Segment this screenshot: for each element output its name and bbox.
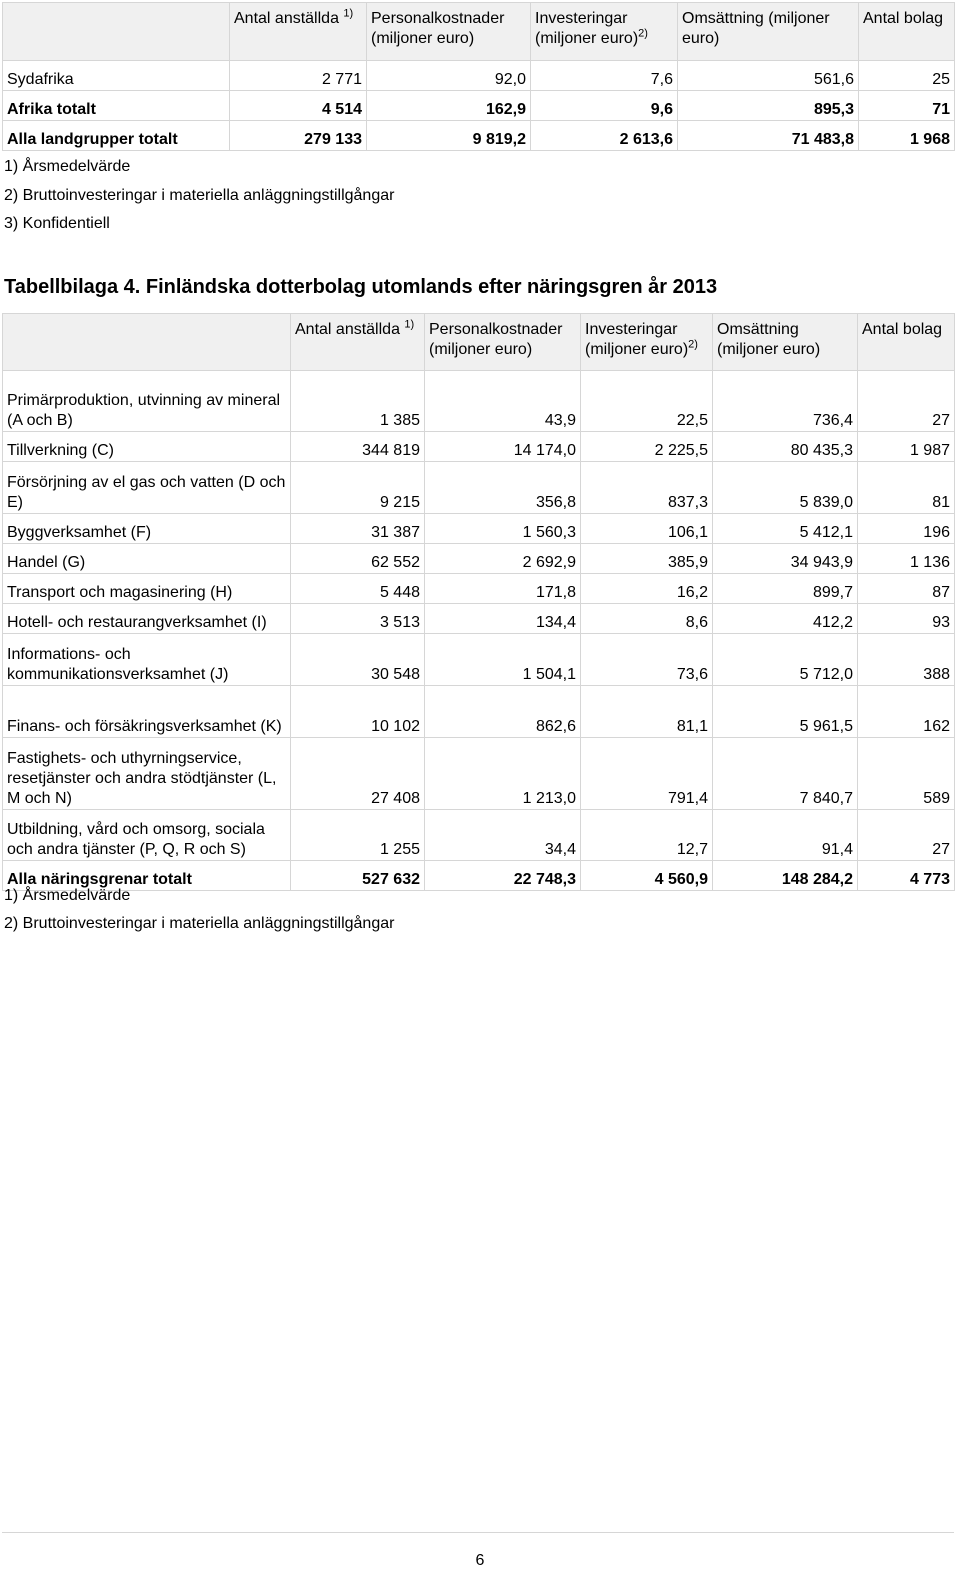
table-row <box>3 91 955 121</box>
cell-turnover: 5 839,0 <box>713 462 858 514</box>
cell-companies: 4 773 <box>858 861 955 891</box>
cell-employees: 1 385 <box>291 371 425 432</box>
cell-employees: 1 255 <box>291 810 425 861</box>
table-row <box>3 514 955 544</box>
cell-turnover: 71 483,8 <box>678 121 859 151</box>
cell-turnover: 412,2 <box>713 604 858 634</box>
header-turnover: Omsättning (miljoner euro) <box>678 3 859 61</box>
cell-investments: 2 613,6 <box>531 121 678 151</box>
cell-employees: 27 408 <box>291 738 425 810</box>
page-number: 6 <box>475 1552 485 1569</box>
table-row <box>3 686 955 738</box>
table-header-row <box>3 314 955 371</box>
cell-investments: 4 560,9 <box>581 861 713 891</box>
row-label: Byggverksamhet (F) <box>3 514 291 544</box>
header-companies: Antal bolag <box>858 314 955 371</box>
table-row <box>3 634 955 686</box>
row-label: Utbildning, vård och omsorg, sociala och andra tjänster (P, Q, R och S) <box>3 810 291 861</box>
cell-personnel-costs: 9 819,2 <box>367 121 531 151</box>
cell-companies: 1 968 <box>859 121 955 151</box>
cell-employees: 3 513 <box>291 604 425 634</box>
cell-personnel-costs: 1 560,3 <box>425 514 581 544</box>
cell-investments: 22,5 <box>581 371 713 432</box>
cell-personnel-costs: 14 174,0 <box>425 432 581 462</box>
cell-companies: 589 <box>858 738 955 810</box>
table-row <box>3 810 955 861</box>
cell-investments: 81,1 <box>581 686 713 738</box>
cell-personnel-costs: 134,4 <box>425 604 581 634</box>
cell-companies: 27 <box>858 810 955 861</box>
cell-turnover: 895,3 <box>678 91 859 121</box>
header-turnover: Omsättning (miljoner euro) <box>713 314 858 371</box>
cell-personnel-costs: 1 504,1 <box>425 634 581 686</box>
cell-employees: 10 102 <box>291 686 425 738</box>
cell-employees: 344 819 <box>291 432 425 462</box>
row-label: Fastighets- och uthyrningservice, resetjänster och andra stödtjänster (L, M och N) <box>3 738 291 810</box>
header-empty-cell <box>3 3 230 61</box>
footnote: 1) Årsmedelvärde <box>4 158 131 175</box>
header-employees: Antal anställda $^{1)}$ <box>291 314 425 371</box>
cell-employees: 31 387 <box>291 514 425 544</box>
cell-companies: 196 <box>858 514 955 544</box>
cell-companies: 162 <box>858 686 955 738</box>
table-africa <box>2 2 955 151</box>
row-label: Transport och magasinering (H) <box>3 574 291 604</box>
cell-companies: 27 <box>858 371 955 432</box>
cell-turnover: 7 840,7 <box>713 738 858 810</box>
footnote: 1) Årsmedelvärde <box>4 887 131 904</box>
row-label: Handel (G) <box>3 544 291 574</box>
cell-personnel-costs: 92,0 <box>367 61 531 91</box>
page-title: Tabellbilaga 4. Finländska dotterbolag utomlands efter näringsgren år 2013 <box>4 276 718 298</box>
cell-investments: 791,4 <box>581 738 713 810</box>
row-label: Finans- och försäkringsverksamhet (K) <box>3 686 291 738</box>
cell-companies: 81 <box>858 462 955 514</box>
table-row <box>3 738 955 810</box>
cell-personnel-costs: 34,4 <box>425 810 581 861</box>
cell-investments: 8,6 <box>581 604 713 634</box>
table-row <box>3 604 955 634</box>
cell-personnel-costs: 862,6 <box>425 686 581 738</box>
cell-turnover: 899,7 <box>713 574 858 604</box>
row-label: Tillverkning (C) <box>3 432 291 462</box>
cell-investments: 2 225,5 <box>581 432 713 462</box>
cell-companies: 25 <box>859 61 955 91</box>
row-label: Afrika totalt <box>3 91 230 121</box>
cell-companies: 93 <box>858 604 955 634</box>
cell-investments: 12,7 <box>581 810 713 861</box>
cell-turnover: 5 961,5 <box>713 686 858 738</box>
cell-personnel-costs: 162,9 <box>367 91 531 121</box>
footnote: 2) Bruttoinvesteringar i materiella anläggningstillgångar <box>4 187 395 204</box>
header-companies: Antal bolag <box>859 3 955 61</box>
cell-investments: 385,9 <box>581 544 713 574</box>
header-employees: Antal anställda $^{1)}$ <box>230 3 367 61</box>
cell-investments: 837,3 <box>581 462 713 514</box>
table-industries <box>2 313 955 891</box>
header-empty-cell <box>3 314 291 371</box>
cell-companies: 71 <box>859 91 955 121</box>
row-label: Hotell- och restaurangverksamhet (I) <box>3 604 291 634</box>
table-row <box>3 462 955 514</box>
cell-investments: 73,6 <box>581 634 713 686</box>
cell-turnover: 91,4 <box>713 810 858 861</box>
cell-companies: 87 <box>858 574 955 604</box>
header-investments: Investeringar (miljoner euro)$^{2)}$ <box>531 3 678 61</box>
cell-companies: 388 <box>858 634 955 686</box>
footer-divider <box>2 1532 954 1533</box>
row-label: Sydafrika <box>3 61 230 91</box>
cell-investments: 106,1 <box>581 514 713 544</box>
table-row <box>3 121 955 151</box>
table-row <box>3 61 955 91</box>
cell-personnel-costs: 2 692,9 <box>425 544 581 574</box>
cell-investments: 9,6 <box>531 91 678 121</box>
cell-turnover: 5 712,0 <box>713 634 858 686</box>
table-row <box>3 544 955 574</box>
row-label: Försörjning av el gas och vatten (D och E) <box>3 462 291 514</box>
table-header-row <box>3 3 955 61</box>
cell-personnel-costs: 171,8 <box>425 574 581 604</box>
table-row <box>3 861 955 891</box>
table-row <box>3 371 955 432</box>
row-label: Informations- och kommunikationsverksamhet (J) <box>3 634 291 686</box>
cell-employees: 4 514 <box>230 91 367 121</box>
cell-turnover: 148 284,2 <box>713 861 858 891</box>
cell-companies: 1 987 <box>858 432 955 462</box>
cell-companies: 1 136 <box>858 544 955 574</box>
row-label: Alla landgrupper totalt <box>3 121 230 151</box>
cell-personnel-costs: 1 213,0 <box>425 738 581 810</box>
cell-turnover: 736,4 <box>713 371 858 432</box>
cell-personnel-costs: 22 748,3 <box>425 861 581 891</box>
footnote: 2) Bruttoinvesteringar i materiella anläggningstillgångar <box>4 915 395 932</box>
cell-employees: 5 448 <box>291 574 425 604</box>
row-label: Primärproduktion, utvinning av mineral (A och B) <box>3 371 291 432</box>
cell-personnel-costs: 43,9 <box>425 371 581 432</box>
row-label: Alla näringsgrenar totalt <box>3 861 291 891</box>
cell-turnover: 561,6 <box>678 61 859 91</box>
table-row <box>3 432 955 462</box>
cell-employees: 62 552 <box>291 544 425 574</box>
footnote: 3) Konfidentiell <box>4 215 110 232</box>
cell-employees: 2 771 <box>230 61 367 91</box>
cell-employees: 527 632 <box>291 861 425 891</box>
cell-turnover: 5 412,1 <box>713 514 858 544</box>
cell-employees: 30 548 <box>291 634 425 686</box>
cell-employees: 9 215 <box>291 462 425 514</box>
cell-investments: 16,2 <box>581 574 713 604</box>
table-row <box>3 574 955 604</box>
cell-turnover: 34 943,9 <box>713 544 858 574</box>
header-personnel-costs: Personalkostnader (miljoner euro) <box>367 3 531 61</box>
cell-investments: 7,6 <box>531 61 678 91</box>
header-investments: Investeringar (miljoner euro)$^{2)}$ <box>581 314 713 371</box>
header-personnel-costs: Personalkostnader (miljoner euro) <box>425 314 581 371</box>
cell-personnel-costs: 356,8 <box>425 462 581 514</box>
cell-employees: 279 133 <box>230 121 367 151</box>
cell-turnover: 80 435,3 <box>713 432 858 462</box>
